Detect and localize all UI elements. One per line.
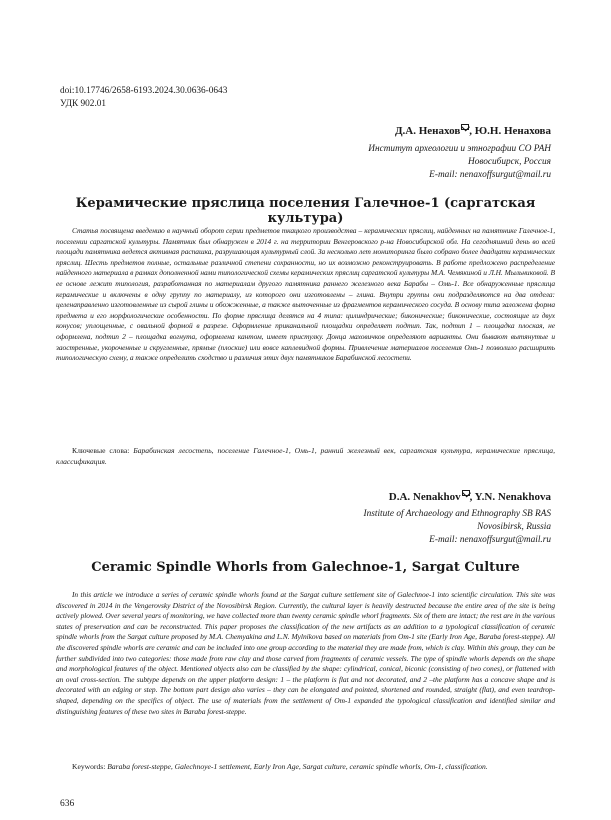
author-2-ru: , Ю.Н. Ненахова [469,125,551,137]
keywords-ru-label: Ключевые слова: [72,446,134,455]
page-number: 636 [60,799,75,809]
envelope-icon [462,490,470,496]
author-1-ru: Д.А. Ненахов [394,125,461,137]
author-2-en: , Y.N. Nenakhova [469,491,551,503]
authors-ru [395,125,551,137]
affiliation-en [364,508,551,548]
keywords-en [56,762,555,773]
email-en: E-mail: nenaxoffsurgut@mail.ru [429,535,551,546]
keywords-ru [56,446,555,467]
affiliation-ru-line-2: Новосибирск, Россия [467,157,551,168]
title-ru: Керамические пряслица поселения Галечное-1 (саргатская культура) [75,196,536,226]
keywords-en-label: Keywords: [72,762,108,771]
author-1-en: D.A. Nenakhov [388,491,461,503]
email-ru: E-mail: nenaxoffsurgut@mail.ru [429,170,551,181]
keywords-en-text: Baraba forest-steppe, Galechnoye-1 settlement, Early Iron Age, Sargat culture, ceramic spindle whorls, Om-1, classification. [107,762,488,771]
authors-en [389,491,551,503]
affiliation-en-line-1: Institute of Archaeology and Ethnography SB RAS [363,509,551,519]
abstract-ru: Статья посвящена введению в научный оборот серии предметов ткацкого производства – керамических пряслиц, найденных на памятнике Галечное-1, поселении саргатской культуры. Памятник был обнаружен в 2014 г. на территории Венгеровского р-на Новосибирской обл. На сегодняшний день во всей площади памятника ведется активная распашка, разрушающая культурный слой. За несколько лет мониторинга было собрано более двадцати керамических пряслиц. Шесть предметов полные, остальные различной степени сохранности, но их возможно реконструировать. В работе предложено распределение найденного материала в рамках дополненной нами типологической схемы керамических пряслиц саргатской культуры М.А. Чемякиной и Л.Н. Мыльниковой. В ее основе лежит типология, разработанная по материалам другого памятника раннего железного века Барабы – Омь-1. Все обнаруженные пряслица керамические и включены в одну группу по материалу, из которого они изготовлены – глина. Внутри группы они подразделяются на два отдела: целенаправленно изготовленные из сырой глины и обожженные, а также выточенные из фрагментов керамического сосуда. В основу типа заложена форма предмета и его морфологические особенности. По форме пряслица делятся на 4 типа: цилиндрические; биконические; биконические, состоящие из двух конусов; уплощенные, с овальной формой в разрезе. Оформление приканальной площадки определяет подтип. Так, подтип 1 – площадка плоская, не оформлена, подтип 2 – площадка вогнута, оформлена кантом, имеет пристулку. Донца маховичков определяют варианты. Они бывают вытянутые и заостренные, укороченные и скругленные, прямые (плоские) или вовсе каплевидной формы. Привлечение материалов поселения Омь-1 позволило расширить типологическую схему, а также определить сходство и различия этих двух памятников Барабинской лесостепи. [56,226,555,363]
affiliation-en-line-2: Novosibirsk, Russia [477,522,551,533]
doi: doi:10.17746/2658-6193.2024.30.0636-0643 [60,86,228,96]
affiliation-ru [368,143,551,183]
abstract-en: In this article we introduce a series of ceramic spindle whorls found at the Sargat culture settlement site of Galechnoe-1 into scientific circulation. This site was discovered in 2014 in the Vengerovsky District of the Novosibirsk Region. Currently, the cultural layer is heavily destructed because the entire area of the site is being actively plowed. Over several years of monitoring, we have collected more than twenty ceramic spindle whorl fragments. Six of them are intact; the rest are in the various states of preservation and can be reconstructed. This paper proposes the classification of the new artifacts as an addition to a typological classification of ceramic spindle whorls from the Sargat culture proposed by M.A. Chemyakina and L.N. Mylnikova based on materials from Om-1 site (Early Iron Age, Baraba forest-steppe). All the discovered spindle whorls are ceramic and can be included into one group according to the material they are made from, which is clay. Within this group, they can be further subdivided into two categories: those made from raw clay and those carved from fragments of ceramic vessels. The type of spindle whorls depends on the shape and morphological features of the object. Mentioned objects also can be classified by the shape: cylindrical, conical, biconic (consisting of two cones), or flattened with an oval cross-section. The subtype depends on the upper platform design: 1 – the platform is flat and not decorated, and 2 –the platform has a concave shape and is decorated with an edging or step. The bottom part design also varies – they can be elongated and pointed, shortened and rounded, straight (flat), and even teardrop-shaped, depending on the specifics of object. The use of materials from the settlement of Om-1 expanded the typological classification and identified similar and distinguishing features of these two sites in Baraba forest-steppe. [56,590,555,716]
affiliation-ru-line-1: Институт археологии и этнографии СО РАН [368,144,551,154]
title-en: Ceramic Spindle Whorls from Galechnoe-1, Sargat Culture [91,560,520,575]
udk: УДК 902.01 [60,99,107,109]
envelope-icon [461,124,469,130]
keywords-ru-text: Барабинская лесостепь, поселение Галечное-1, Омь-1, ранний железный век, саргатская культура, керамические пряслица, классификация. [56,446,555,466]
